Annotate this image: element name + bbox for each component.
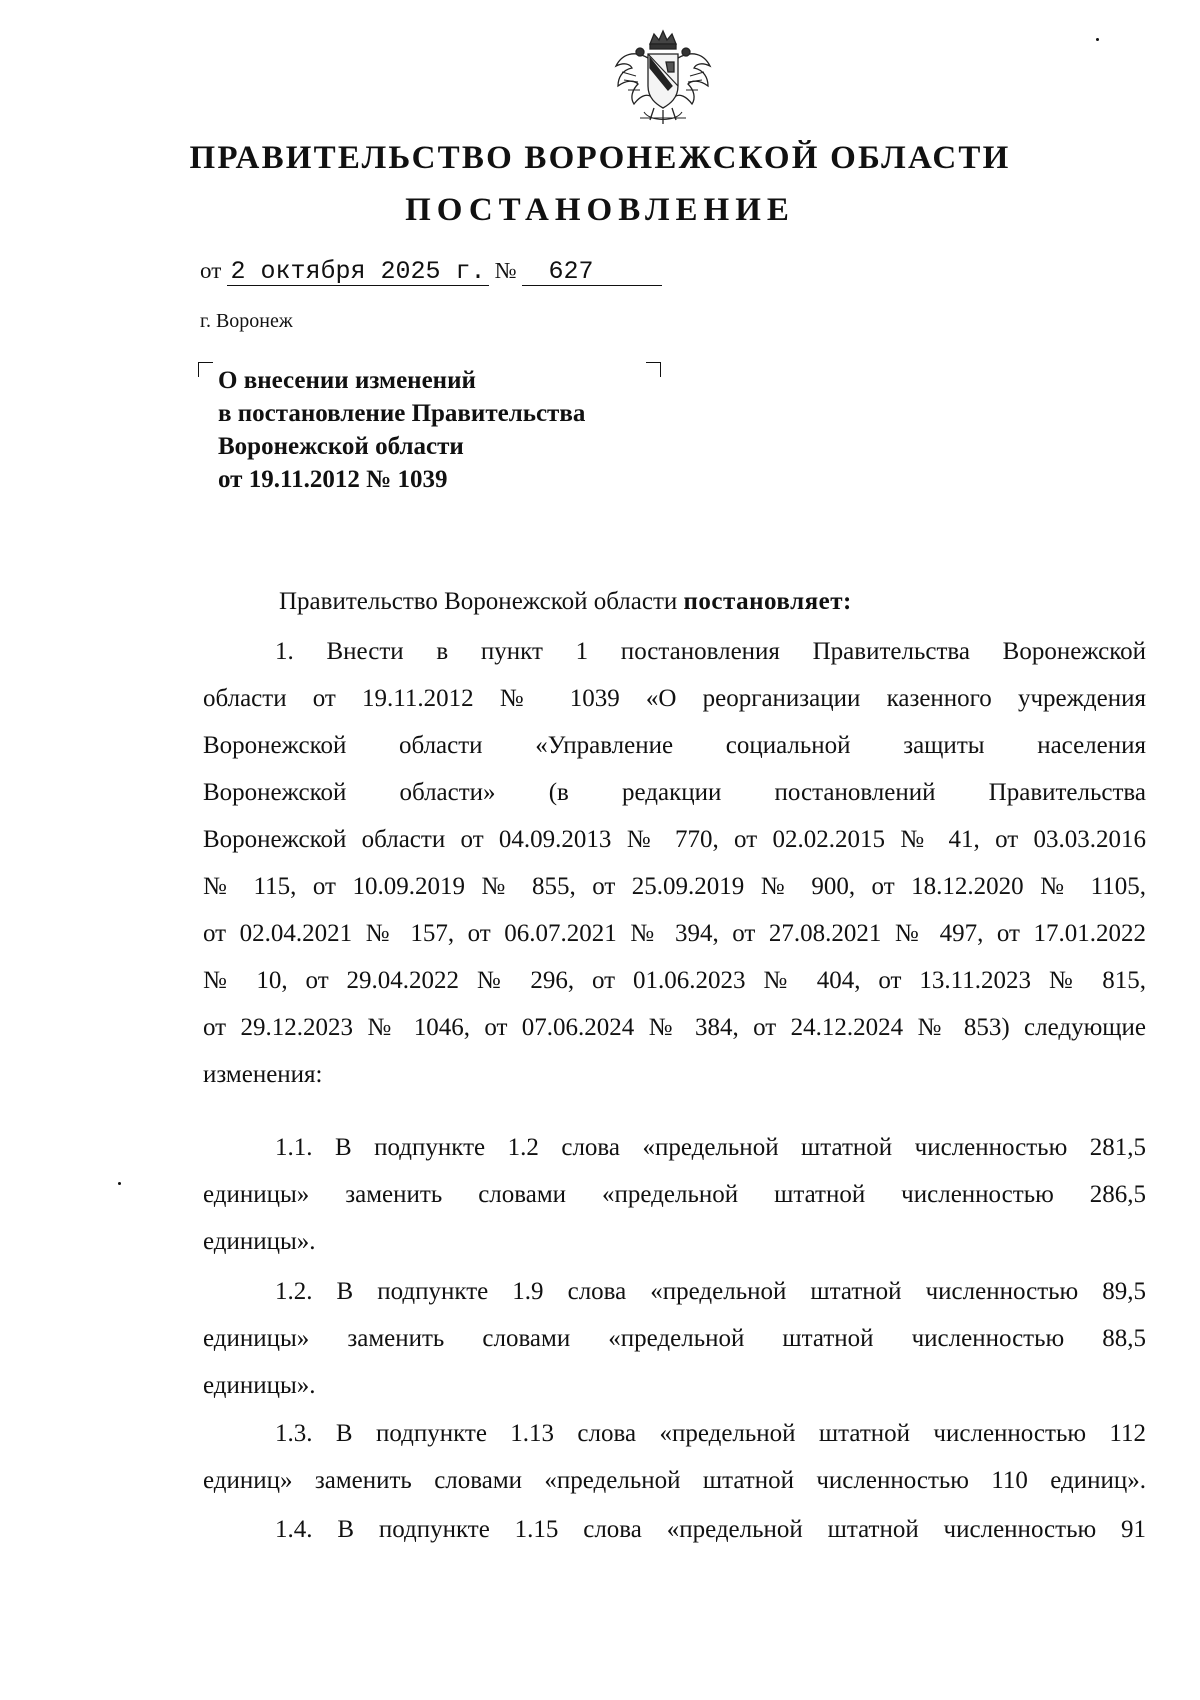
text-line: единицы». (203, 1372, 316, 1399)
text-line: 1.3. В подпункте 1.13 слова «предельной штатной численностью 112 (275, 1420, 1146, 1447)
subject-line: от 19.11.2012 № 1039 (218, 466, 448, 493)
paragraph-1-3 (203, 1410, 1146, 1504)
scan-speck (1096, 38, 1099, 41)
paragraph-1 (203, 628, 1146, 1098)
subject-line: О внесении изменений (218, 367, 476, 394)
subject-heading (218, 364, 585, 496)
government-title: ПРАВИТЕЛЬСТВО ВОРОНЕЖСКОЙ ОБЛАСТИ (189, 140, 1011, 176)
text-line: Воронежской области от 04.09.2013 № 770, от 02.02.2015 № 41, от 03.03.2016 (203, 826, 1146, 853)
date-number-line (200, 258, 662, 286)
text-line: Воронежской области «Управление социальной защиты населения (203, 732, 1146, 759)
document-number: 627 (522, 259, 662, 286)
text-line: 1.2. В подпункте 1.9 слова «предельной штатной численностью 89,5 (275, 1278, 1146, 1305)
text-line: от 02.04.2021 № 157, от 06.07.2021 № 394, от 27.08.2021 № 497, от 17.01.2022 (203, 920, 1146, 947)
text-line: области от 19.11.2012 № 1039 «О реорганизации казенного учреждения (203, 685, 1146, 712)
text-line: 1.4. В подпункте 1.15 слова «предельной штатной численностью 91 (275, 1516, 1146, 1543)
text-line: № 115, от 10.09.2019 № 855, от 25.09.2019 № 900, от 18.12.2020 № 1105, (203, 873, 1146, 900)
enacting-clause-text: Правительство Воронежской области (279, 588, 678, 615)
paragraph-1-4 (203, 1506, 1146, 1553)
coat-of-arms-icon (610, 28, 716, 130)
document-type-title: ПОСТАНОВЛЕНИЕ (405, 192, 795, 228)
subject-line: Воронежской области (218, 433, 464, 460)
date-prefix-label: от (200, 258, 222, 283)
paragraph-1-2 (203, 1268, 1146, 1409)
enacting-clause-bold: постановляет: (683, 588, 852, 615)
text-line: единицы» заменить словами «предельной штатной численностью 286,5 (203, 1181, 1146, 1208)
text-line: единицы» заменить словами «предельной штатной численностью 88,5 (203, 1325, 1146, 1352)
text-line: изменения: (203, 1061, 323, 1088)
city-label: г. Воронеж (200, 310, 293, 332)
text-line: единицы». (203, 1228, 316, 1255)
text-line: 1. Внести в пункт 1 постановления Правительства Воронежской (275, 638, 1146, 665)
text-line: 1.1. В подпункте 1.2 слова «предельной штатной численностью 281,5 (275, 1134, 1146, 1161)
text-line: от 29.12.2023 № 1046, от 07.06.2024 № 384, от 24.12.2024 № 853) следующие (203, 1014, 1146, 1041)
scan-speck (118, 1182, 121, 1185)
text-line: Воронежской области» (в редакции постановлений Правительства (203, 779, 1146, 806)
subject-corner-left-mark (198, 362, 213, 377)
text-line: единиц» заменить словами «предельной штатной численностью 110 единиц». (203, 1467, 1146, 1494)
text-line: № 10, от 29.04.2022 № 296, от 01.06.2023 № 404, от 13.11.2023 № 815, (203, 967, 1146, 994)
paragraph-1-1 (203, 1124, 1146, 1265)
document-date: 2 октября 2025 г. (227, 259, 489, 286)
subject-line: в постановление Правительства (218, 400, 586, 427)
enacting-clause (279, 588, 852, 616)
subject-corner-right-mark (646, 362, 661, 377)
number-prefix-label: № (494, 258, 517, 283)
